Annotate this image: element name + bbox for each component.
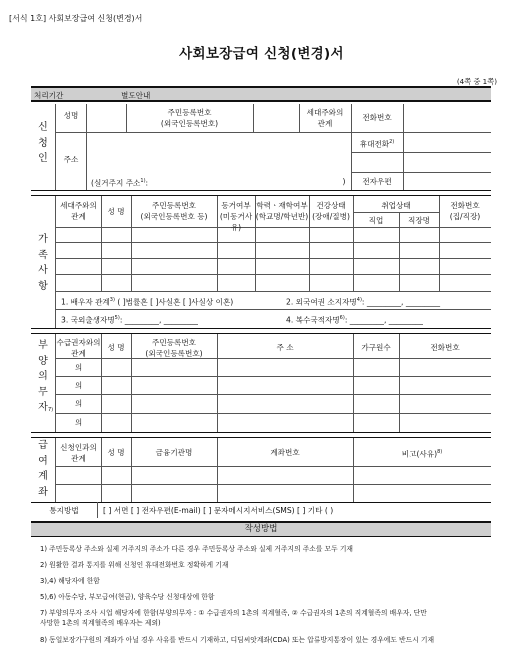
notify-method-options[interactable]: [ ] 서면 [ ] 전자우편(E-mail) [ ] 문자메시지서비스(SMS) [ ] 기타 ( ) <box>103 506 334 515</box>
support-row-label: 의 <box>74 363 83 372</box>
applicant-mobile-label: 휴대전화$^{2)}$ <box>359 139 395 149</box>
account-section-title: 급여계좌 <box>38 440 48 498</box>
support-row-label: 의 <box>74 399 83 408</box>
instructions-title: 작성방법 <box>31 521 491 537</box>
household-col-education: 학력ㆍ재학여부 (학교명/학년반) <box>255 201 309 221</box>
household-section-title: 가족사항 <box>38 234 48 292</box>
support-col-relation: 수급권자와의 관계 <box>56 338 101 358</box>
processing-label: 처리기간 <box>34 91 64 100</box>
applicant-name-label: 성명 <box>63 111 79 120</box>
instruction-item: 5),6) 아동수당, 부모급여(현금), 양육수당 신청대상에 한함 <box>40 593 215 601</box>
foreign-passport-note: 2. 외국여권 소지자명$^{4)}$: _________, _________ <box>286 297 441 307</box>
household-col-employment: 취업상태 <box>381 201 411 210</box>
support-col-rrn: 주민등록번호 (외국인등록번호) <box>145 338 203 358</box>
household-col-name: 성 명 <box>107 207 125 216</box>
overseas-birth-note: 3. 국외출생자명$^{5)}$: _________, _________ <box>61 315 198 325</box>
applicant-rrn-label: 주민등록번호 (외국인등록번호) <box>160 108 219 128</box>
instruction-item: 사망한 1촌의 직계혈족의 배우자는 제외) <box>40 619 161 627</box>
support-row-label: 의 <box>74 418 83 427</box>
household-col-job: 직업 <box>368 216 384 225</box>
applicant-section-title: 신청인 <box>38 122 48 164</box>
residence-address-hint: (실거주지 주소$^{1)}$: <box>91 178 149 188</box>
account-col-name: 성 명 <box>107 448 125 457</box>
account-col-number: 계좌번호 <box>270 448 300 457</box>
support-col-household-size: 가구원수 <box>361 343 391 352</box>
applicant-email-label: 전자우편 <box>362 177 392 186</box>
household-col-health: 건강상태 (장애/질병) <box>312 201 350 221</box>
application-form <box>31 86 491 516</box>
support-col-name: 성 명 <box>107 343 125 352</box>
residence-close-paren: ) <box>342 177 346 186</box>
instruction-item: 8) 동일보장가구원의 계좌가 아닐 경우 사유를 반드시 기재하고, 디딤씨앗계좌(CDA) 또는 압류방지통장이 있는 경우에도 반드시 기재 <box>40 636 435 644</box>
page-title: 사회보장급여 신청(변경)서 <box>179 46 344 62</box>
account-col-relation: 신청인과의 관계 <box>60 443 97 463</box>
notify-method-label: 통지방법 <box>49 506 79 515</box>
multiple-nationality-note: 4. 복수국적자명$^{6)}$: _________, _________ <box>286 315 423 325</box>
applicant-phone-label: 전화번호 <box>362 113 392 122</box>
instruction-item: 7) 부양의무자 조사 시업 해당자에 한함(부양의무자 : ① 수급권자의 1촌의 직계혈족, ② 수급권자의 1촌의 직계혈족의 배우자, 단만 <box>40 609 427 617</box>
household-col-workplace: 직장명 <box>407 216 430 225</box>
support-col-phone: 전화번호 <box>430 343 460 352</box>
applicant-relation-label: 세대주와의 관계 <box>306 108 344 128</box>
support-section-title: 부양의무자 <box>38 340 48 413</box>
household-col-relation: 세대주와의 관계 <box>60 201 97 221</box>
processing-value: 별도안내 <box>121 91 151 100</box>
instruction-item: 1) 주민등록상 주소와 실제 거주지의 주소가 다른 경우 주민등록상 주소와 실제 거주지의 주소를 모두 기재 <box>40 545 353 553</box>
processing-row <box>31 88 491 102</box>
account-col-bank: 금융기관명 <box>155 448 193 457</box>
support-section-footnote: 7) <box>48 407 54 413</box>
instruction-item: 2) 원활한 결과 통지를 위해 신청인 휴대전화번호 정확하게 기재 <box>40 561 229 569</box>
household-col-cohabit: 동거여부 (미동거사유) <box>219 201 253 232</box>
spouse-relation-note: 1. 배우자 관계$^{3)}$ ( ]법률혼 [ ]사실혼 [ ]사실상 이혼) <box>61 297 234 307</box>
page-count: (4쪽 중 1쪽) <box>456 77 497 86</box>
instruction-item: 3),4) 해당자에 한함 <box>40 577 100 585</box>
household-col-rrn: 주민등록번호 (외국인등록번호 등) <box>140 201 208 221</box>
household-col-phone: 전화번호 (집/직장) <box>449 201 481 221</box>
applicant-address-label: 주소 <box>63 155 79 164</box>
support-col-address: 주 소 <box>276 343 294 352</box>
support-row-label: 의 <box>74 381 83 390</box>
account-col-note: 비고(사유)$^{8)}$ <box>401 449 443 459</box>
form-label: [서식 1호] 사회보장급여 신청(변경)서 <box>9 14 143 23</box>
